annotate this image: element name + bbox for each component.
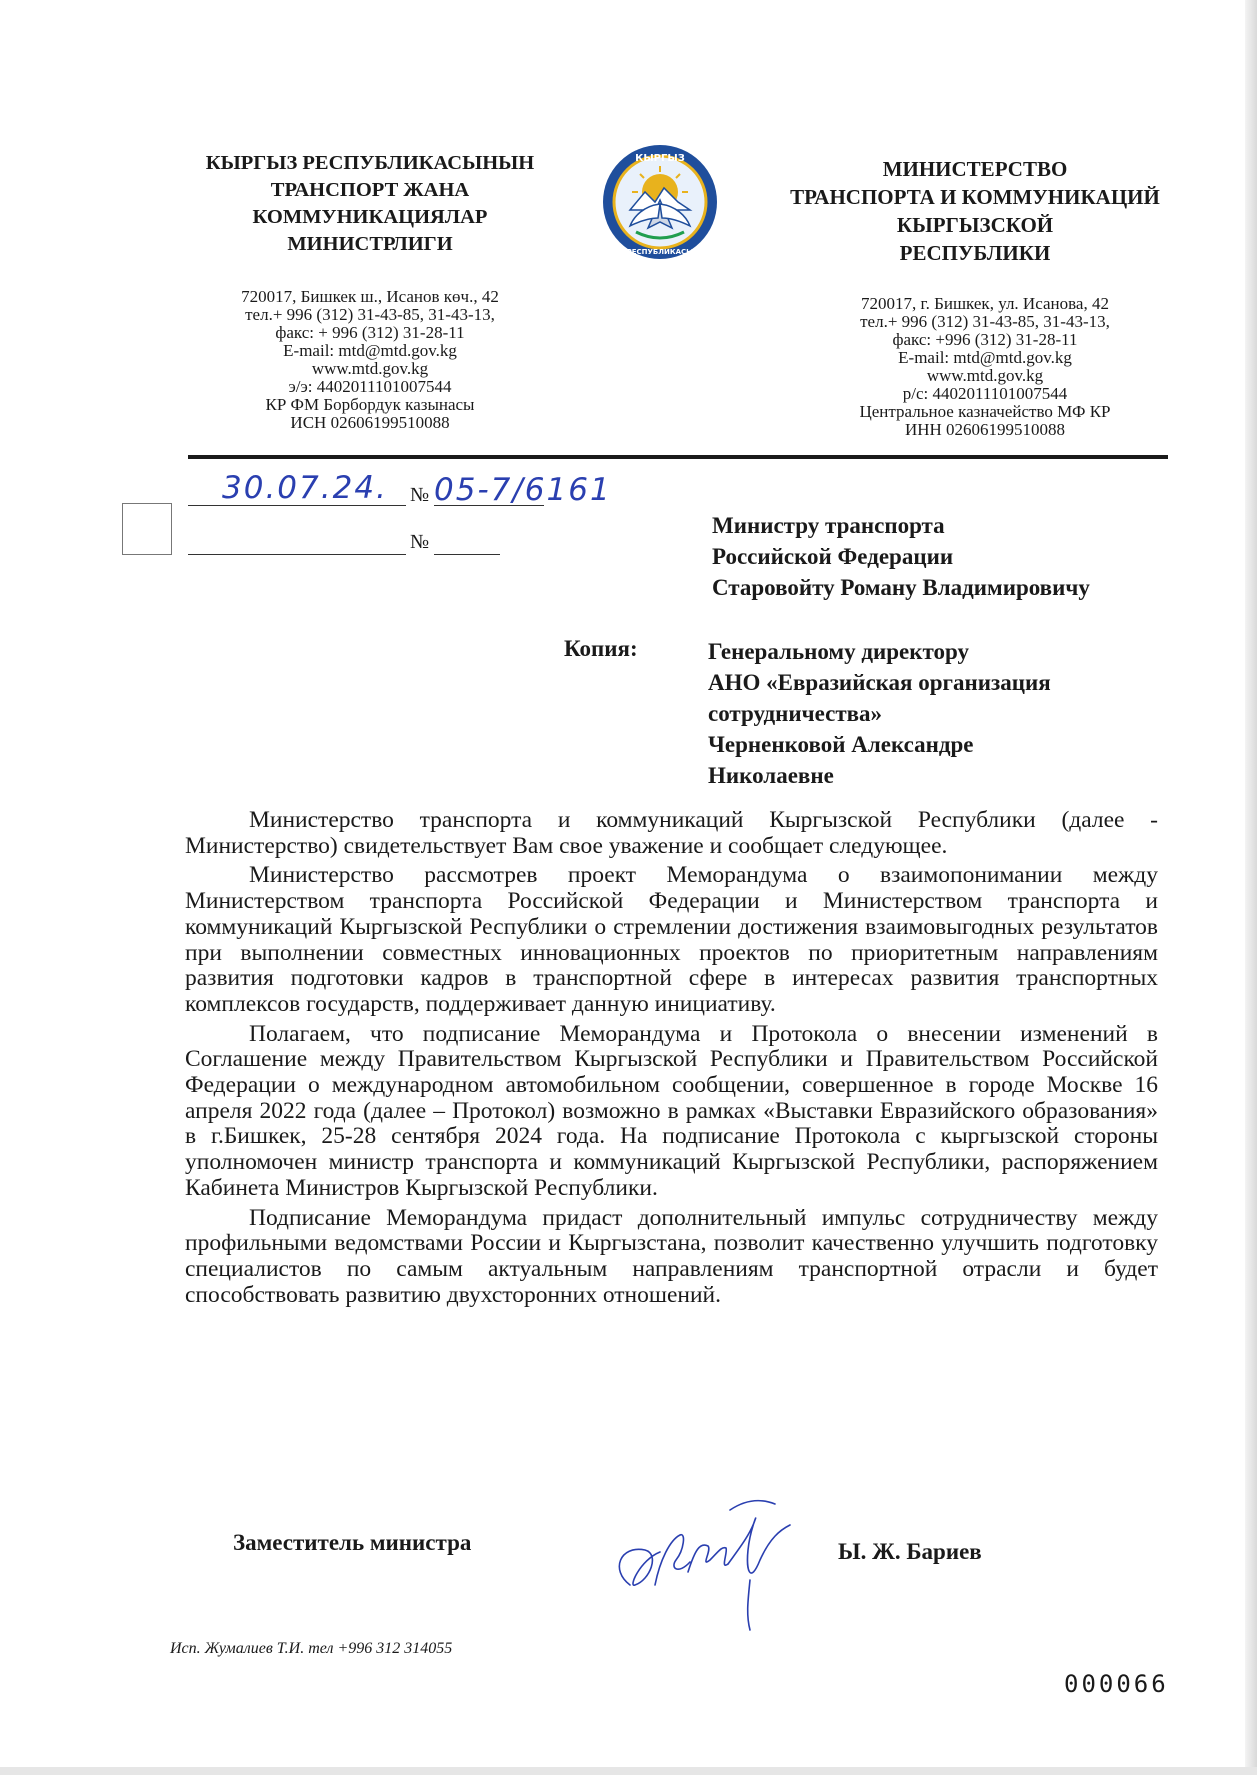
addr-ky-line: КР ФМ Борбордук казынасы <box>265 395 475 414</box>
org-name-kyrgyz <box>160 150 580 258</box>
emblem-top-text: КЫРГЫЗ <box>635 153 685 164</box>
addressee-block <box>712 510 1090 603</box>
addressee-line: Российской Федерации <box>712 544 954 569</box>
addr-ky-line: э/э: 4402011101007544 <box>288 377 452 396</box>
body-paragraph: Министерство транспорта и коммуникаций Кыргызской Республики (далее - Министерство) свидетельствует Вам свое уважение и сообщает следующее. <box>185 807 1158 859</box>
second-number-label: № <box>410 531 430 553</box>
org-ru-line: МИНИСТЕРСТВО <box>882 157 1068 181</box>
handwritten-number: 05-7/6161 <box>434 472 612 508</box>
number-label: № <box>410 484 430 506</box>
copy-line: сотрудничества» <box>708 701 883 726</box>
handwritten-signature <box>600 1490 815 1640</box>
addr-ru-line: 720017, г. Бишкек, ул. Исанова, 42 <box>861 294 1109 313</box>
body-paragraph: Подписание Меморандума придаст дополнительный импульс сотрудничеству между профильными ведомствами России и Кыргызстана, позволит качественно улучшить подготовку специалистов по самым актуальным направлениям транспортной отрасли и будет способствовать развитию двухсторонних отношений. <box>185 1204 1158 1308</box>
second-date-underline <box>188 554 406 555</box>
header-divider <box>188 455 1168 459</box>
body-paragraph: Министерство рассмотрев проект Меморандума о взаимопонимании между Министерством транспорта Российской Федерации и Министерством транспорта и коммуникаций Кыргызской Республики о стремлении достижения взаимовыгодных результатов при выполнении совместных инновационных проектов по приоритетным направлениям развития подготовки кадров в транспортной сфере в интересах развития транспортных комплексов государств, поддерживает данную инициативу. <box>185 862 1158 1017</box>
emblem-bottom-text: РЕСПУБЛИКАСЫ <box>626 248 694 256</box>
addr-ky-line: тел.+ 996 (312) 31-43-85, 31-43-13, <box>245 305 495 324</box>
copy-line: Черненковой Александре <box>708 732 974 757</box>
handwritten-date: 30.07.24. <box>222 470 388 506</box>
address-russian <box>800 295 1170 439</box>
registration-box <box>122 503 172 555</box>
addr-ru-line: ИНН 02606199510088 <box>904 420 1066 439</box>
org-ky-line: МИНИСТРЛИГИ <box>287 233 453 255</box>
addr-ky-line: www.mtd.gov.kg <box>311 359 429 378</box>
org-ru-line: ТРАНСПОРТА И КОММУНИКАЦИЙ <box>790 185 1160 209</box>
addr-ru-line: тел.+ 996 (312) 31-43-85, 31-43-13, <box>860 312 1110 331</box>
org-ru-line: КЫРГЫЗСКОЙ <box>896 213 1054 237</box>
copy-line: Генеральному директору <box>708 639 969 664</box>
addr-ky-line: E-mail: mtd@mtd.gov.kg <box>283 341 457 360</box>
letter-body <box>185 808 1158 1312</box>
scan-edge-bottom <box>0 1767 1257 1775</box>
signatory-title: Заместитель министра <box>233 1530 472 1555</box>
org-name-russian <box>770 155 1180 267</box>
copy-line: Николаевне <box>708 763 834 788</box>
number-underline <box>434 505 544 506</box>
org-ky-line: КОММУНИКАЦИЯЛАР <box>252 206 488 228</box>
copy-line: АНО «Евразийская организация <box>708 670 1051 695</box>
org-ky-line: ТРАНСПОРТ ЖАНА <box>270 179 470 201</box>
copy-recipient-block <box>708 636 1051 791</box>
addr-ru-line: E-mail: mtd@mtd.gov.kg <box>898 348 1072 367</box>
address-kyrgyz <box>190 288 550 432</box>
date-underline <box>188 505 406 506</box>
addr-ru-line: Центральное казначейство МФ КР <box>859 402 1111 421</box>
addr-ky-line: 720017, Бишкек ш., Исанов көч., 42 <box>241 287 499 306</box>
state-emblem-icon <box>600 140 720 264</box>
addressee-line: Старовойту Роману Владимировичу <box>712 575 1090 600</box>
addr-ru-line: www.mtd.gov.kg <box>926 366 1044 385</box>
addr-ky-line: ИСН 02606199510088 <box>290 413 450 432</box>
addressee-line: Министру транспорта <box>712 513 945 538</box>
second-number-underline <box>434 554 500 555</box>
copy-label: Копия: <box>564 636 638 661</box>
org-ky-line: КЫРГЫЗ РЕСПУБЛИКАСЫНЫН <box>205 152 535 174</box>
document-serial-number: 000066 <box>1064 1670 1169 1698</box>
body-paragraph: Полагаем, что подписание Меморандума и Протокола о внесении изменений в Соглашение между Правительством Кыргызской Республики и Правительством Российской Федерации о международном автомобильном сообщении, совершенное в городе Москве 16 апреля 2022 года (далее – Протокол) возможно в рамках «Выставки Евразийского образования» в г.Бишкек, 25-28 сентября 2024 года. На подписание Протокола с кыргызской стороны уполномочен министр транспорта и коммуникаций Кыргызской Республики, распоряжением Кабинета Министров Кыргызской Республики. <box>185 1020 1158 1201</box>
org-ru-line: РЕСПУБЛИКИ <box>899 241 1051 265</box>
addr-ru-line: факс: +996 (312) 31-28-11 <box>892 330 1078 349</box>
executor-note: Исп. Жумалиев Т.И. тел +996 312 314055 <box>170 1640 453 1657</box>
scan-edge-right <box>1245 0 1257 1775</box>
addr-ru-line: р/с: 4402011101007544 <box>902 384 1068 403</box>
addr-ky-line: факс: + 996 (312) 31-28-11 <box>275 323 465 342</box>
signatory-name: Ы. Ж. Бариев <box>838 1539 982 1564</box>
